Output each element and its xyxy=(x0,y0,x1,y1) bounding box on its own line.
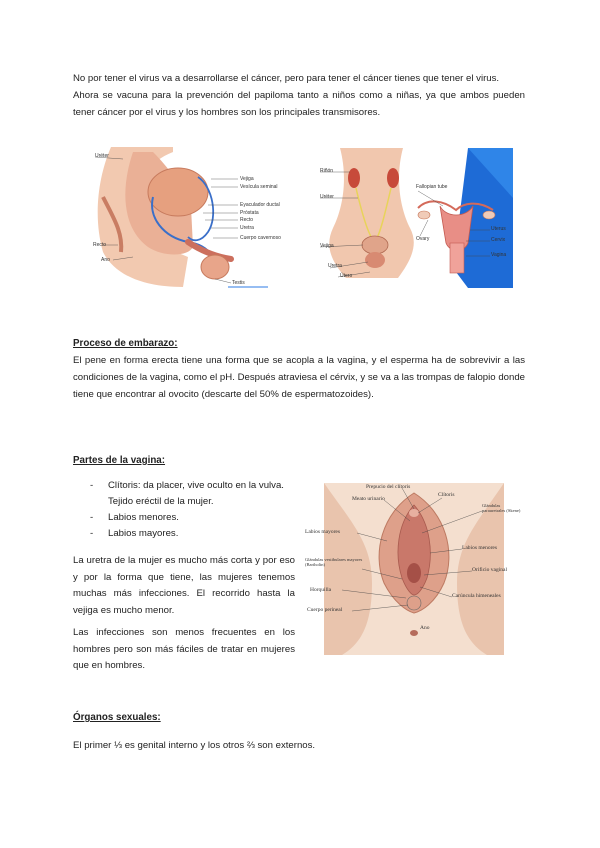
label-meato-urinario: Meato urinario xyxy=(352,496,385,502)
label-cervix: Cervix xyxy=(491,237,506,243)
label-labios-mayores: Labios mayores xyxy=(305,529,340,535)
intro-line-1: No por tener el virus va a desarrollarse el cáncer, pero para tener el cáncer tienes que tener el virus. xyxy=(73,73,500,84)
label-ejaculatory-duct: Eyaculador ductal xyxy=(240,202,280,208)
heading-vagina: Partes de la vagina: xyxy=(73,455,166,466)
label-bladder-female: Vejiga xyxy=(320,243,334,249)
label-ano: Ano xyxy=(420,625,430,631)
female-anatomy-illustration xyxy=(318,148,513,288)
label-urethra: Uretra xyxy=(240,225,254,231)
list-item: - Clítoris: da placer, vive oculto en la vulva. Tejido eréctil de la mujer. xyxy=(88,478,303,510)
label-rectum: Recto xyxy=(93,242,107,248)
label-ureter-female: Uréter xyxy=(320,194,334,200)
label-orificio-vaginal: Orificio vaginal xyxy=(472,567,507,573)
list-item: - Labios mayores. xyxy=(88,526,303,542)
infecciones-paragraph: Las infecciones son menos frecuentes en los hombres pero son más fáciles de tratar en mujeres que en hombres. xyxy=(73,627,295,671)
label-glandulas-parauretrales: Glándulas parauretrales (Skene) xyxy=(482,503,521,513)
label-horquilla: Horquilla xyxy=(310,587,332,593)
intro-line-2: Ahora se vacuna para la prevención del papiloma tanto a niños como a niñas, ya que ambos pueden tener cáncer por el virus y los hombres son los principales transmisores. xyxy=(73,90,525,118)
label-urethra-female: Uretra xyxy=(328,263,342,269)
embarazo-text: El pene en forma erecta tiene una forma que se acopla a la vagina, y el esperma ha de sobrevivir a las condiciones de la vagina, como el pH. Después atraviesa el cérvix, y se va a las trompas de falopio donde tiene que encontrar al ovocito (descarte del 50% de espermatozoides). xyxy=(73,355,525,400)
label-glandulas-vestibulares: Glándulas vestibulares mayores (Bartholin) xyxy=(305,557,363,567)
list-item: - Labios menores. xyxy=(88,510,303,526)
label-uterus: Uterus xyxy=(491,226,506,232)
label-prepucio-clitoris: Prepucio del clítoris xyxy=(366,484,411,490)
label-anus: Ano xyxy=(101,257,110,263)
label-caruncula-himeneales: Carúncula himeneales xyxy=(452,593,501,599)
male-anatomy-figure xyxy=(93,147,281,289)
vagina-parts-list xyxy=(88,478,303,542)
label-ovary: Ovary xyxy=(416,236,430,242)
heading-embarazo: Proceso de embarazo: xyxy=(73,338,178,349)
organos-text: El primer ⅓ es genital interno y los otros ⅔ son externos. xyxy=(73,740,316,751)
label-bladder: Vejiga xyxy=(240,176,254,182)
label-labios-menores: Labios menores xyxy=(462,545,497,551)
label-fallopian-tube: Fallopian tube xyxy=(416,184,448,190)
label-testis: Testis xyxy=(232,280,245,286)
vulva-anatomy-figure xyxy=(302,483,524,655)
label-rectum-right: Recto xyxy=(240,217,254,223)
label-prostate: Próstata xyxy=(240,210,259,216)
label-corpus-cavernosum: Cuerpo cavernoso xyxy=(240,235,281,241)
heading-organos: Órganos sexuales: xyxy=(73,712,161,723)
label-vagina: Vagina xyxy=(491,252,507,258)
label-kidney: Riñón xyxy=(320,168,334,174)
label-seminal-vesicle: Vesícula seminal xyxy=(240,184,278,190)
female-anatomy-figure xyxy=(318,148,513,288)
uretra-paragraph: La uretra de la mujer es mucho más corta y por eso y por la forma que tiene, las mujeres tenemos muchas más infecciones. El recorrido hasta la vejiga es mucho menor. xyxy=(73,555,295,616)
label-uterus-es: Útero xyxy=(340,273,353,279)
label-clitoris: Clítoris xyxy=(438,492,455,498)
label-ureter: Uréter xyxy=(95,153,109,159)
label-cuerpo-perineal: Cuerpo perineal xyxy=(307,607,343,613)
